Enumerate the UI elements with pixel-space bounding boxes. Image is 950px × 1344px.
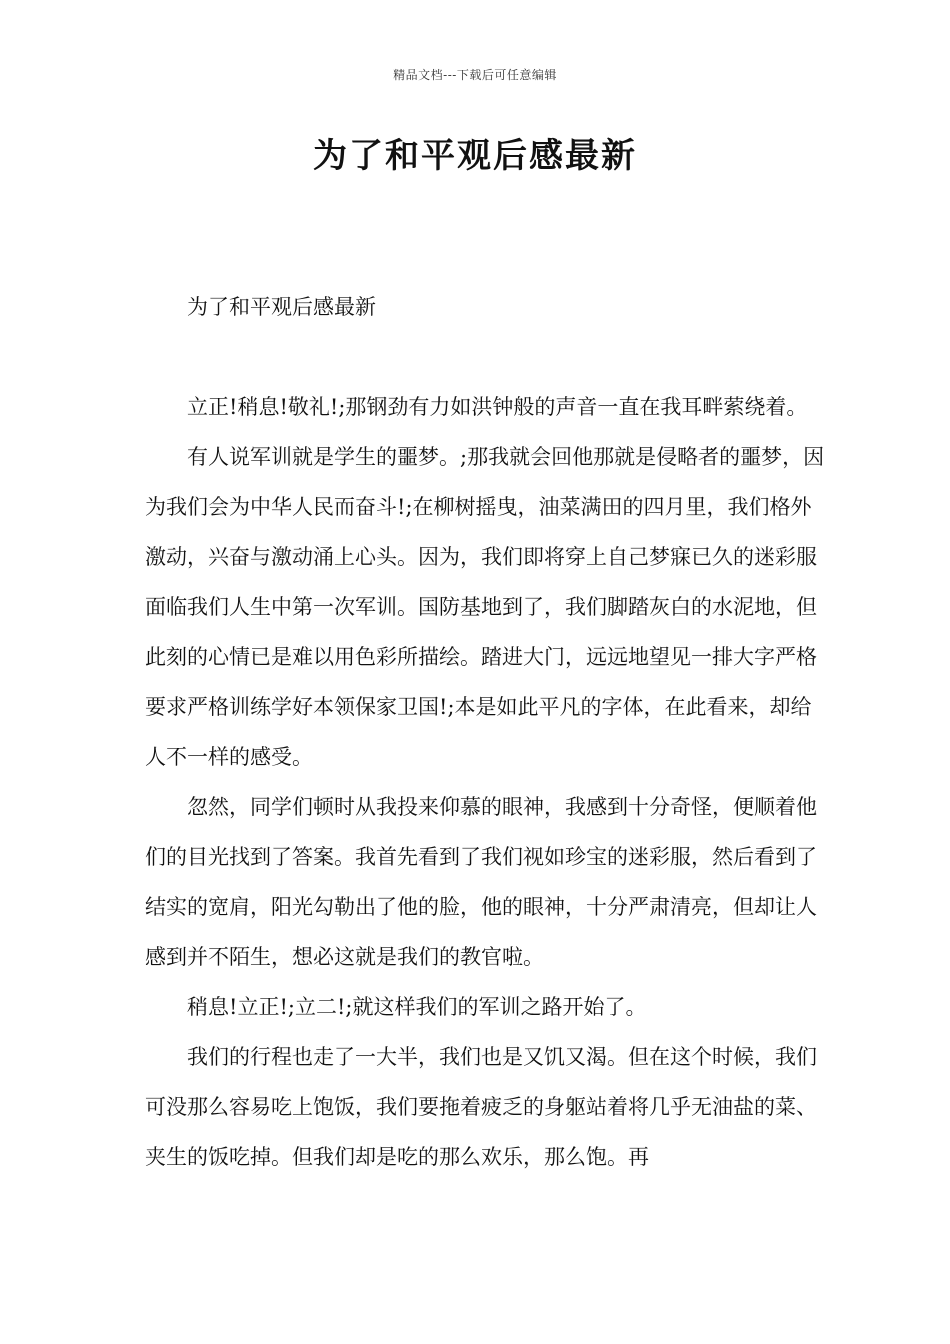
paragraph: 有人说军训就是学生的噩梦。;那我就会回他那就是侵略者的噩梦，因为我们会为中华人民而奋斗!;在柳树摇曳，油菜满田的四月里，我们格外激动，兴奋与激动涌上心头。因为，我们即将穿上自己梦寐已久的迷彩服面临我们人生中第一次军训。国防基地到了，我们脚踏灰白的水泥地，但此刻的心情已是难以用色彩所描绘。踏进大门，远远地望见一排大字严格要求严格训练学好本领保家卫国!;本是如此平凡的字体，在此看来，却给人不一样的感受。: [145, 445, 825, 769]
header-note: 精品文档---下载后可任意编辑: [393, 68, 557, 82]
document-body: [145, 282, 825, 1182]
document-subtitle: 为了和平观后感最新: [187, 295, 376, 319]
paragraph: 立正!稍息!敬礼!;那钢劲有力如洪钟般的声音一直在我耳畔萦绕着。: [187, 395, 808, 419]
page-title: 为了和平观后感最新: [313, 136, 637, 176]
paragraph: 我们的行程也走了一大半，我们也是又饥又渴。但在这个时候，我们可没那么容易吃上饱饭，我们要拖着疲乏的身躯站着将几乎无油盐的菜、夹生的饭吃掉。但我们却是吃的那么欢乐，那么饱。再: [145, 1045, 817, 1169]
paragraph: 忽然，同学们顿时从我投来仰慕的眼神，我感到十分奇怪，便顺着他们的目光找到了答案。我首先看到了我们视如珍宝的迷彩服，然后看到了结实的宽肩，阳光勾勒出了他的脸，他的眼神，十分严肃清亮，但却让人感到并不陌生，想必这就是我们的教官啦。: [145, 795, 817, 969]
paragraph: 稍息!立正!;立二!;就这样我们的军训之路开始了。: [187, 995, 647, 1019]
